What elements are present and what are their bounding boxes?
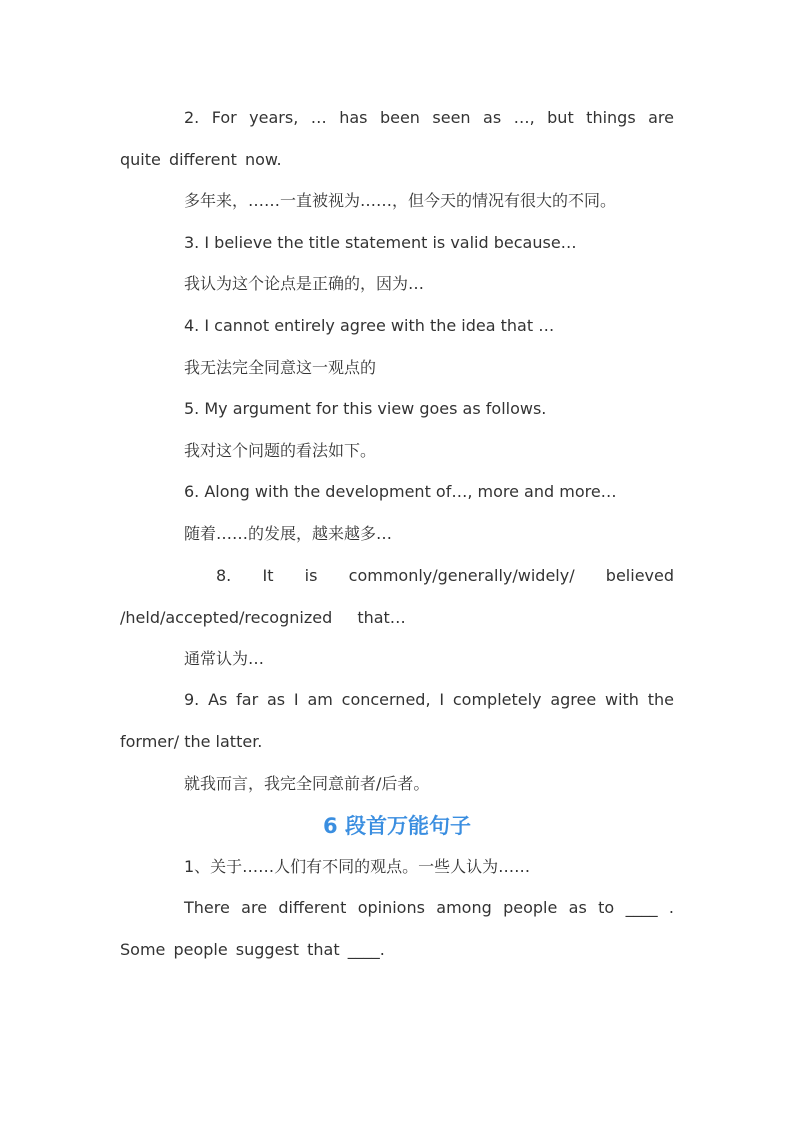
phrase-8-english: 8. It is commonly/generally/widely/ believed /held/accepted/recognized that… (120, 566, 674, 627)
phrase-4-chinese: 我无法完全同意这一观点的 (184, 358, 377, 377)
phrase-8-chinese: 通常认为… (184, 649, 265, 668)
phrase-3-chinese: 我认为这个论点是正确的，因为… (184, 274, 425, 293)
opening-sentence-1-chinese: 1、关于……人们有不同的观点。一些人认为…… (184, 857, 531, 876)
opening-sentence-1-english: There are different opinions among people as to ____ . Some people suggest that ____. (120, 898, 674, 959)
phrase-6-english: 6. Along with the development of…, more and more… (184, 482, 617, 501)
phrase-6-chinese: 随着……的发展，越来越多… (184, 524, 393, 543)
phrase-9-english: 9. As far as I am concerned, I completely agree with the former/ the latter. (120, 690, 674, 751)
phrase-3-english: 3. I believe the title statement is valid because… (184, 233, 577, 252)
phrase-5-english: 5. My argument for this view goes as follows. (184, 399, 547, 418)
phrase-4-english: 4. I cannot entirely agree with the idea that … (184, 316, 555, 335)
phrase-2-chinese: 多年来，……一直被视为……，但今天的情况有很大的不同。 (184, 191, 617, 210)
section-heading: 6 段首万能句子 (323, 814, 471, 838)
phrase-5-chinese: 我对这个问题的看法如下。 (184, 441, 377, 460)
phrase-2-english: 2. For years, … has been seen as …, but things are quite different now. (120, 108, 674, 169)
phrase-9-chinese: 就我而言，我完全同意前者/后者。 (184, 774, 430, 793)
